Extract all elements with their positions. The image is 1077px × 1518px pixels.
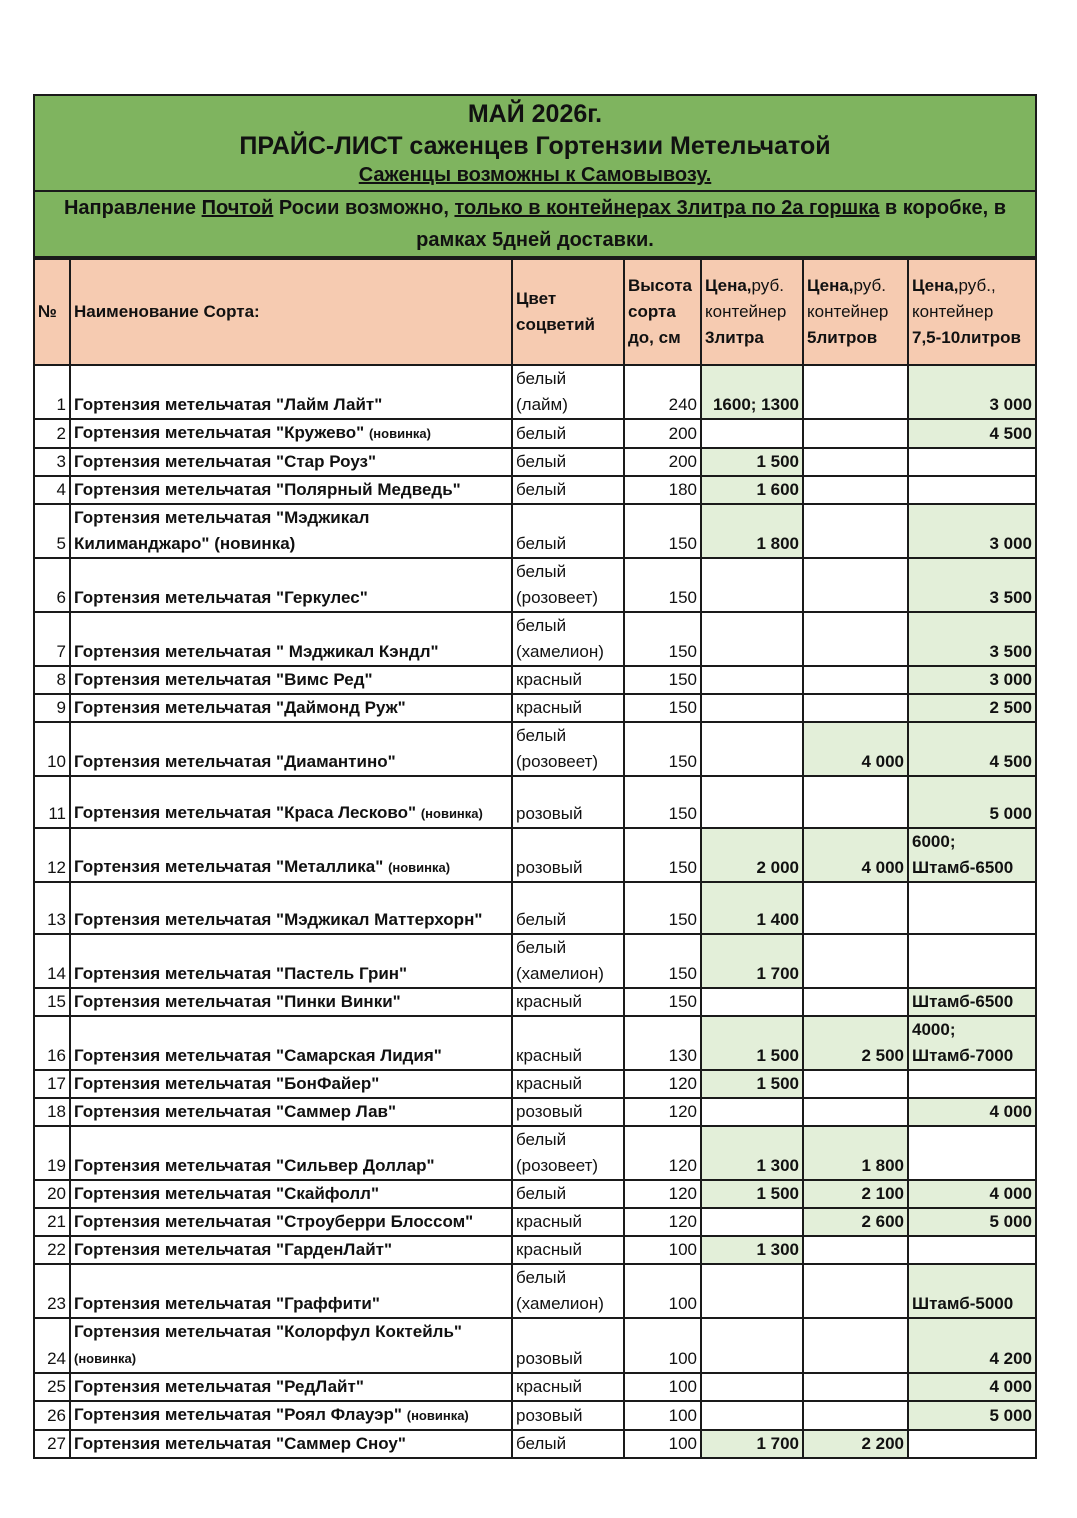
plant-height: 150 (624, 612, 701, 666)
flower-color: белый (хамелион) (512, 1264, 624, 1318)
price-3l: 1 800 (701, 504, 803, 558)
row-number: 2 (34, 419, 70, 448)
price-3l (701, 558, 803, 612)
price-7-10l: 4 500 (908, 722, 1036, 776)
variety-name: Гортензия метельчатая "РедЛайт" (70, 1373, 512, 1401)
variety-name: Гортензия метельчатая "Самарская Лидия" (70, 1016, 512, 1070)
price-7-10l: 6000; Штамб-6500 (908, 828, 1036, 882)
table-row (34, 504, 1036, 558)
price-7-10l: 5 000 (908, 776, 1036, 828)
row-number: 14 (34, 934, 70, 988)
row-number: 8 (34, 666, 70, 694)
month-title: МАЙ 2026г. (467, 100, 603, 128)
flower-color: красный (512, 694, 624, 722)
price-7-10l: 3 000 (908, 666, 1036, 694)
price-7-10l: Штамб-6500 (908, 988, 1036, 1016)
price-3l (701, 722, 803, 776)
variety-name: Гортензия метельчатая "Пастель Грин" (70, 934, 512, 988)
row-number: 26 (34, 1401, 70, 1430)
row-number: 10 (34, 722, 70, 776)
price-3l (701, 1264, 803, 1318)
price-5l (803, 1318, 908, 1373)
delivery-note: Направление Почтой Росии возможно, только в контейнерах 3литра по 2а горшка в коробке, в рамках 5дней доставки. (33, 190, 1037, 258)
price-3l: 1 600 (701, 476, 803, 504)
flower-color: белый (розовеет) (512, 558, 624, 612)
row-number: 21 (34, 1208, 70, 1236)
price-5l (803, 666, 908, 694)
variety-name: Гортензия метельчатая "Сильвер Доллар" (70, 1126, 512, 1180)
price-5l: 4 000 (803, 722, 908, 776)
price-3l (701, 1373, 803, 1401)
price-7-10l: 4 000 (908, 1373, 1036, 1401)
price-5l (803, 1098, 908, 1126)
price-3l (701, 776, 803, 828)
price-7-10l: 4000; Штамб-7000 (908, 1016, 1036, 1070)
price-5l (803, 1236, 908, 1264)
plant-height: 150 (624, 776, 701, 828)
variety-name: Гортензия метельчатая "Мэджикал Килиманджаро" (новинка) (70, 504, 512, 558)
price-7-10l: 2 500 (908, 694, 1036, 722)
price-5l (803, 934, 908, 988)
col-price3-header: Цена,руб. контейнер 3литра (701, 259, 803, 365)
flower-color: белый (розовеет) (512, 722, 624, 776)
plant-height: 150 (624, 988, 701, 1016)
price-3l: 1 300 (701, 1236, 803, 1264)
price-5l (803, 1264, 908, 1318)
table-row (34, 612, 1036, 666)
price-5l (803, 882, 908, 934)
price-7-10l (908, 1236, 1036, 1264)
col-price5-header: Цена,руб. контейнер 5литров (803, 259, 908, 365)
price-3l (701, 694, 803, 722)
price-7-10l: 4 200 (908, 1318, 1036, 1373)
price-3l: 1 700 (701, 934, 803, 988)
price-3l: 1 500 (701, 1070, 803, 1098)
price-5l (803, 476, 908, 504)
variety-name: Гортензия метельчатая "Колорфул Коктейль" (новинка) (70, 1318, 512, 1373)
plant-height: 150 (624, 558, 701, 612)
row-number: 4 (34, 476, 70, 504)
variety-name: Гортензия метельчатая "Кружево" (новинка) (70, 419, 512, 448)
plant-height: 120 (624, 1180, 701, 1208)
plant-height: 120 (624, 1208, 701, 1236)
table-row (34, 476, 1036, 504)
table-row (34, 776, 1036, 828)
table-row (34, 882, 1036, 934)
price-5l (803, 448, 908, 476)
price-5l (803, 1070, 908, 1098)
price-5l: 2 600 (803, 1208, 908, 1236)
flower-color: красный (512, 1016, 624, 1070)
flower-color: белый (512, 476, 624, 504)
table-row (34, 365, 1036, 419)
variety-name: Гортензия метельчатая "Лайм Лайт" (70, 365, 512, 419)
variety-name: Гортензия метельчатая "Мэджикал Маттерхорн" (70, 882, 512, 934)
variety-name: Гортензия метельчатая "Геркулес" (70, 558, 512, 612)
plant-height: 100 (624, 1318, 701, 1373)
variety-name: Гортензия метельчатая "Саммер Лав" (70, 1098, 512, 1126)
flower-color: белый (512, 448, 624, 476)
table-row (34, 1264, 1036, 1318)
table-row (34, 934, 1036, 988)
flower-color: белый (хамелион) (512, 612, 624, 666)
flower-color: розовый (512, 1098, 624, 1126)
variety-name: Гортензия метельчатая "Скайфолл" (70, 1180, 512, 1208)
variety-name: Гортензия метельчатая "Пинки Винки" (70, 988, 512, 1016)
table-row (34, 1373, 1036, 1401)
price-3l (701, 1318, 803, 1373)
price-7-10l: 4 000 (908, 1180, 1036, 1208)
price-5l (803, 558, 908, 612)
table-row (34, 419, 1036, 448)
price-3l: 1 500 (701, 1016, 803, 1070)
price-7-10l: 3 500 (908, 612, 1036, 666)
flower-color: красный (512, 1208, 624, 1236)
price-3l: 1 500 (701, 1180, 803, 1208)
flower-color: красный (512, 666, 624, 694)
plant-height: 100 (624, 1430, 701, 1458)
price-5l (803, 1401, 908, 1430)
row-number: 25 (34, 1373, 70, 1401)
price-3l (701, 666, 803, 694)
price-3l (701, 612, 803, 666)
price-5l: 1 800 (803, 1126, 908, 1180)
price-5l (803, 694, 908, 722)
row-number: 6 (34, 558, 70, 612)
price-list-title: ПРАЙС-ЛИСТ саженцев Гортензии Метельчатой (239, 132, 831, 160)
price-7-10l (908, 1126, 1036, 1180)
plant-height: 240 (624, 365, 701, 419)
price-7-10l (908, 934, 1036, 988)
variety-name: Гортензия метельчатая "Граффити" (70, 1264, 512, 1318)
plant-height: 120 (624, 1126, 701, 1180)
row-number: 9 (34, 694, 70, 722)
plant-height: 150 (624, 694, 701, 722)
price-7-10l (908, 476, 1036, 504)
flower-color: розовый (512, 1318, 624, 1373)
table-row (34, 1180, 1036, 1208)
price-5l (803, 419, 908, 448)
price-3l: 1 500 (701, 448, 803, 476)
variety-name: Гортензия метельчатая "Стар Роуз" (70, 448, 512, 476)
plant-height: 150 (624, 882, 701, 934)
price-5l (803, 365, 908, 419)
variety-name: Гортензия метельчатая "Роял Флауэр" (новинка) (70, 1401, 512, 1430)
row-number: 11 (34, 776, 70, 828)
row-number: 5 (34, 504, 70, 558)
plant-height: 100 (624, 1401, 701, 1430)
table-row (34, 448, 1036, 476)
plant-height: 130 (624, 1016, 701, 1070)
plant-height: 150 (624, 504, 701, 558)
col-price7-header: Цена,руб., контейнер 7,5-10литров (908, 259, 1036, 365)
row-number: 24 (34, 1318, 70, 1373)
row-number: 23 (34, 1264, 70, 1318)
variety-name: Гортензия метельчатая "Краса Лесково" (новинка) (70, 776, 512, 828)
price-5l: 2 100 (803, 1180, 908, 1208)
variety-name: Гортензия метельчатая "БонФайер" (70, 1070, 512, 1098)
flower-color: белый (512, 504, 624, 558)
row-number: 17 (34, 1070, 70, 1098)
price-3l: 1600; 1300 (701, 365, 803, 419)
flower-color: красный (512, 988, 624, 1016)
variety-name: Гортензия метельчатая " Мэджикал Кэндл" (70, 612, 512, 666)
col-height-header: Высота сорта до, см (624, 259, 701, 365)
variety-name: Гортензия метельчатая "Строуберри Блоссом" (70, 1208, 512, 1236)
pickup-note: Саженцы возможны к Самовывозу. (358, 164, 712, 186)
plant-height: 120 (624, 1098, 701, 1126)
price-5l: 4 000 (803, 828, 908, 882)
row-number: 22 (34, 1236, 70, 1264)
variety-name: Гортензия метельчатая "Полярный Медведь" (70, 476, 512, 504)
table-row (34, 828, 1036, 882)
row-number: 20 (34, 1180, 70, 1208)
price-5l (803, 1373, 908, 1401)
price-5l (803, 612, 908, 666)
row-number: 27 (34, 1430, 70, 1458)
price-7-10l: 3 500 (908, 558, 1036, 612)
price-7-10l (908, 1070, 1036, 1098)
price-7-10l: 3 000 (908, 504, 1036, 558)
price-7-10l (908, 1430, 1036, 1458)
variety-name: Гортензия метельчатая "Диамантино" (70, 722, 512, 776)
table-row (34, 1070, 1036, 1098)
price-7-10l: 3 000 (908, 365, 1036, 419)
price-list-header (33, 94, 1037, 190)
variety-name: Гортензия метельчатая "Саммер Сноу" (70, 1430, 512, 1458)
price-table (33, 258, 1037, 1459)
plant-height: 100 (624, 1264, 701, 1318)
plant-height: 150 (624, 722, 701, 776)
flower-color: белый (хамелион) (512, 934, 624, 988)
price-3l: 1 300 (701, 1126, 803, 1180)
table-row (34, 722, 1036, 776)
table-row (34, 1016, 1036, 1070)
flower-color: розовый (512, 776, 624, 828)
plant-height: 100 (624, 1373, 701, 1401)
plant-height: 100 (624, 1236, 701, 1264)
price-3l: 1 400 (701, 882, 803, 934)
price-7-10l (908, 448, 1036, 476)
flower-color: красный (512, 1070, 624, 1098)
price-list-sheet (33, 94, 1037, 1459)
flower-color: красный (512, 1373, 624, 1401)
table-row (34, 988, 1036, 1016)
plant-height: 120 (624, 1070, 701, 1098)
price-5l (803, 776, 908, 828)
flower-color: белый (лайм) (512, 365, 624, 419)
table-row (34, 694, 1036, 722)
row-number: 7 (34, 612, 70, 666)
plant-height: 180 (624, 476, 701, 504)
table-row (34, 1098, 1036, 1126)
plant-height: 200 (624, 419, 701, 448)
table-row (34, 1430, 1036, 1458)
flower-color: белый (512, 419, 624, 448)
row-number: 3 (34, 448, 70, 476)
price-7-10l: 4 500 (908, 419, 1036, 448)
flower-color: белый (512, 882, 624, 934)
price-5l: 2 500 (803, 1016, 908, 1070)
plant-height: 150 (624, 828, 701, 882)
price-3l (701, 1098, 803, 1126)
row-number: 16 (34, 1016, 70, 1070)
table-header-row (34, 259, 1036, 365)
row-number: 13 (34, 882, 70, 934)
flower-color: белый (512, 1180, 624, 1208)
price-3l (701, 1208, 803, 1236)
price-5l (803, 988, 908, 1016)
price-7-10l: 5 000 (908, 1401, 1036, 1430)
flower-color: розовый (512, 828, 624, 882)
flower-color: белый (розовеет) (512, 1126, 624, 1180)
plant-height: 150 (624, 934, 701, 988)
price-7-10l (908, 882, 1036, 934)
row-number: 18 (34, 1098, 70, 1126)
variety-name: Гортензия метельчатая "Даймонд Руж" (70, 694, 512, 722)
col-color-header: Цвет соцветий (512, 259, 624, 365)
row-number: 15 (34, 988, 70, 1016)
table-row (34, 666, 1036, 694)
table-row (34, 1126, 1036, 1180)
price-5l (803, 504, 908, 558)
row-number: 19 (34, 1126, 70, 1180)
table-row (34, 1401, 1036, 1430)
table-row (34, 1208, 1036, 1236)
price-5l: 2 200 (803, 1430, 908, 1458)
plant-height: 200 (624, 448, 701, 476)
row-number: 1 (34, 365, 70, 419)
price-3l: 2 000 (701, 828, 803, 882)
flower-color: белый (512, 1430, 624, 1458)
flower-color: розовый (512, 1401, 624, 1430)
table-row (34, 1236, 1036, 1264)
price-7-10l: 5 000 (908, 1208, 1036, 1236)
price-3l: 1 700 (701, 1430, 803, 1458)
variety-name: Гортензия метельчатая "Вимс Ред" (70, 666, 512, 694)
price-7-10l: Штамб-5000 (908, 1264, 1036, 1318)
col-num-header: № (34, 259, 70, 365)
variety-name: Гортензия метельчатая "ГарденЛайт" (70, 1236, 512, 1264)
col-name-header: Наименование Сорта: (70, 259, 512, 365)
price-3l (701, 988, 803, 1016)
flower-color: красный (512, 1236, 624, 1264)
variety-name: Гортензия метельчатая "Металлика" (новинка) (70, 828, 512, 882)
row-number: 12 (34, 828, 70, 882)
table-body (34, 365, 1036, 1458)
plant-height: 150 (624, 666, 701, 694)
table-row (34, 558, 1036, 612)
table-row (34, 1318, 1036, 1373)
price-7-10l: 4 000 (908, 1098, 1036, 1126)
price-3l (701, 1401, 803, 1430)
price-3l (701, 419, 803, 448)
